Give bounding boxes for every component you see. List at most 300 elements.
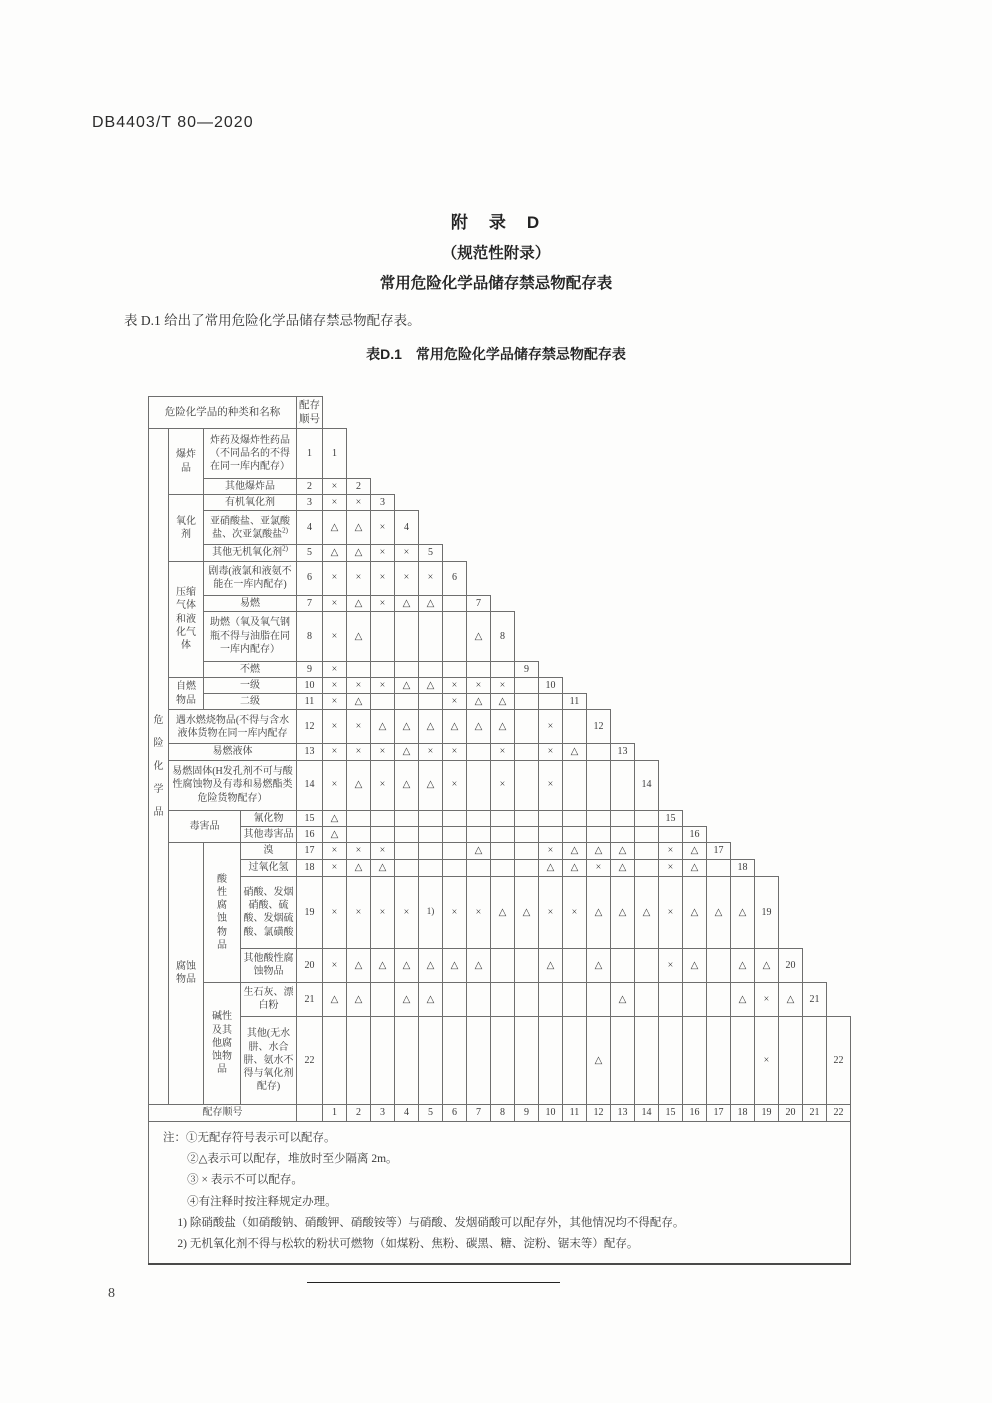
table-header-left: 危险化学品的种类和名称: [149, 397, 297, 429]
diagonal-number-cell: 5: [419, 545, 443, 561]
item-name-cell: 易燃液体: [169, 744, 297, 760]
matrix-symbol-cell: △: [395, 595, 419, 611]
matrix-empty-region: [755, 859, 851, 876]
footer-label-cell: 配存顺号: [149, 1104, 297, 1121]
diagonal-number-cell: 20: [779, 948, 803, 982]
matrix-symbol-cell: △: [731, 876, 755, 948]
matrix-empty-region: [779, 876, 851, 948]
matrix-symbol-cell: ×: [443, 876, 467, 948]
matrix-symbol-cell: ×: [659, 876, 683, 948]
matrix-symbol-cell: △: [347, 859, 371, 876]
matrix-symbol-cell: [443, 611, 467, 661]
storage-number-cell: 20: [297, 948, 323, 982]
matrix-empty-region: [827, 982, 851, 1016]
matrix-symbol-cell: △: [611, 859, 635, 876]
matrix-symbol-cell: [563, 760, 587, 810]
matrix-empty-region: [515, 611, 851, 661]
matrix-symbol-cell: ×: [539, 842, 563, 859]
matrix-symbol-cell: △: [491, 876, 515, 948]
matrix-symbol-cell: [491, 1016, 515, 1104]
matrix-symbol-cell: [419, 826, 443, 842]
matrix-symbol-cell: ×: [371, 677, 395, 693]
matrix-symbol-cell: ×: [323, 495, 347, 511]
matrix-symbol-cell: [515, 694, 539, 710]
appendix-subtitle: （规范性附录）: [441, 245, 551, 262]
matrix-empty-region: [803, 948, 851, 982]
category-cell: 氧化剂: [169, 495, 204, 561]
category-cell: 毒害品: [169, 810, 241, 842]
matrix-symbol-cell: △: [467, 611, 491, 661]
storage-number-cell: 5: [297, 545, 323, 561]
matrix-symbol-cell: ×: [395, 876, 419, 948]
matrix-symbol-cell: [395, 694, 419, 710]
matrix-symbol-cell: [419, 611, 443, 661]
matrix-symbol-cell: [467, 744, 491, 760]
matrix-symbol-cell: ×: [371, 760, 395, 810]
matrix-symbol-cell: [419, 694, 443, 710]
matrix-empty-region: [323, 397, 851, 429]
matrix-symbol-cell: [659, 826, 683, 842]
matrix-symbol-cell: [587, 810, 611, 826]
note-line: ④有注释时按注释规定办理。: [187, 1195, 337, 1208]
diagonal-number-cell: 19: [755, 876, 779, 948]
matrix-symbol-cell: ×: [371, 744, 395, 760]
matrix-symbol-cell: ×: [467, 677, 491, 693]
matrix-symbol-cell: [635, 826, 659, 842]
matrix-symbol-cell: ×: [491, 744, 515, 760]
matrix-symbol-cell: △: [587, 842, 611, 859]
matrix-symbol-cell: △: [395, 948, 419, 982]
matrix-symbol-cell: ×: [347, 561, 371, 595]
matrix-symbol-cell: [419, 842, 443, 859]
storage-number-cell: 14: [297, 760, 323, 810]
matrix-symbol-cell: [419, 859, 443, 876]
matrix-empty-region: [443, 545, 851, 561]
matrix-empty-region: [371, 479, 851, 495]
matrix-symbol-cell: △: [395, 744, 419, 760]
matrix-symbol-cell: ×: [323, 661, 347, 677]
matrix-symbol-cell: ×: [659, 859, 683, 876]
diagonal-number-cell: 1: [323, 429, 347, 479]
matrix-symbol-cell: ×: [347, 710, 371, 744]
column-number-cell: 3: [371, 1104, 395, 1121]
diagonal-number-cell: 17: [707, 842, 731, 859]
matrix-symbol-cell: △: [587, 1016, 611, 1104]
matrix-symbol-cell: ×: [371, 876, 395, 948]
column-number-cell: 17: [707, 1104, 731, 1121]
footnote-rule: [307, 1282, 560, 1283]
matrix-symbol-cell: [515, 842, 539, 859]
matrix-symbol-cell: △: [323, 826, 347, 842]
matrix-symbol-cell: △: [611, 876, 635, 948]
item-name-cell: 生石灰、漂白粉: [241, 982, 297, 1016]
matrix-symbol-cell: [707, 982, 731, 1016]
appendix-title: 附 录 D: [450, 213, 542, 232]
matrix-symbol-cell: [779, 1016, 803, 1104]
matrix-symbol-cell: △: [371, 948, 395, 982]
matrix-empty-region: [491, 595, 851, 611]
matrix-symbol-cell: △: [395, 710, 419, 744]
item-name-cell: 不燃: [204, 661, 297, 677]
matrix-symbol-cell: ×: [755, 1016, 779, 1104]
matrix-symbol-cell: [515, 859, 539, 876]
matrix-symbol-cell: [515, 982, 539, 1016]
matrix-symbol-cell: [419, 661, 443, 677]
column-number-cell: 7: [467, 1104, 491, 1121]
matrix-symbol-cell: ×: [323, 876, 347, 948]
matrix-symbol-cell: [635, 859, 659, 876]
matrix-symbol-cell: [443, 595, 467, 611]
matrix-symbol-cell: ×: [539, 876, 563, 948]
item-name-cell: 一级: [204, 677, 297, 693]
storage-number-cell: 7: [297, 595, 323, 611]
matrix-symbol-cell: △: [491, 694, 515, 710]
matrix-symbol-cell: △: [635, 876, 659, 948]
matrix-symbol-cell: △: [419, 760, 443, 810]
item-name-cell: 有机氧化剂: [204, 495, 297, 511]
matrix-symbol-cell: [515, 744, 539, 760]
matrix-symbol-cell: △: [467, 710, 491, 744]
matrix-symbol-cell: [371, 611, 395, 661]
column-number-cell: 12: [587, 1104, 611, 1121]
document-code: DB4403/T 80—2020: [92, 114, 254, 131]
matrix-symbol-cell: △: [443, 948, 467, 982]
diagonal-number-cell: 16: [683, 826, 707, 842]
matrix-symbol-cell: [395, 859, 419, 876]
category-cell: 压缩气体和液化气体: [169, 561, 204, 677]
storage-number-cell: 4: [297, 511, 323, 545]
page-number: 8: [108, 1286, 115, 1301]
matrix-symbol-cell: [371, 810, 395, 826]
matrix-symbol-cell: [467, 826, 491, 842]
matrix-symbol-cell: [491, 982, 515, 1016]
matrix-symbol-cell: [515, 826, 539, 842]
item-name-cell: 硝酸、发烟硝酸、硫酸、发烟硫酸、氯磺酸: [241, 876, 297, 948]
matrix-symbol-cell: △: [371, 710, 395, 744]
matrix-empty-region: [347, 429, 851, 479]
column-number-cell: 16: [683, 1104, 707, 1121]
diagonal-number-cell: 15: [659, 810, 683, 826]
matrix-symbol-cell: [611, 826, 635, 842]
matrix-symbol-cell: [563, 810, 587, 826]
matrix-symbol-cell: [491, 661, 515, 677]
note-line: ②△表示可以配存，堆放时至少隔离 2m。: [187, 1153, 398, 1166]
matrix-symbol-cell: [563, 710, 587, 744]
matrix-symbol-cell: ×: [347, 677, 371, 693]
diagonal-number-cell: 4: [395, 511, 419, 545]
matrix-symbol-cell: △: [323, 982, 347, 1016]
matrix-symbol-cell: ×: [371, 595, 395, 611]
matrix-symbol-cell: △: [683, 876, 707, 948]
matrix-symbol-cell: ×: [323, 710, 347, 744]
matrix-symbol-cell: ×: [443, 694, 467, 710]
appendix-name: 常用危险化学品储存禁忌物配存表: [379, 275, 613, 292]
diagonal-number-cell: 13: [611, 744, 635, 760]
category-cell: 腐蚀物品: [169, 842, 204, 1104]
matrix-symbol-cell: [563, 826, 587, 842]
column-number-cell: 21: [803, 1104, 827, 1121]
matrix-symbol-cell: [659, 982, 683, 1016]
compatibility-table-wrap: [148, 396, 851, 1265]
storage-number-cell: 2: [297, 479, 323, 495]
item-name-cell: 二级: [204, 694, 297, 710]
matrix-symbol-cell: [395, 810, 419, 826]
matrix-empty-region: [563, 677, 851, 693]
matrix-symbol-cell: [467, 810, 491, 826]
column-number-cell: 13: [611, 1104, 635, 1121]
matrix-symbol-cell: △: [347, 545, 371, 561]
matrix-symbol-cell: △: [779, 982, 803, 1016]
category-cell: 爆炸品: [169, 429, 204, 495]
matrix-symbol-cell: △: [323, 545, 347, 561]
matrix-empty-region: [731, 842, 851, 859]
matrix-symbol-cell: [563, 982, 587, 1016]
storage-number-cell: 13: [297, 744, 323, 760]
matrix-symbol-cell: △: [347, 948, 371, 982]
matrix-symbol-cell: [347, 826, 371, 842]
matrix-symbol-cell: △: [587, 948, 611, 982]
diagonal-number-cell: 7: [467, 595, 491, 611]
matrix-symbol-cell: △: [323, 511, 347, 545]
item-name-cell: 过氧化氢: [241, 859, 297, 876]
matrix-symbol-cell: [539, 1016, 563, 1104]
matrix-symbol-cell: △: [611, 842, 635, 859]
diagonal-number-cell: 21: [803, 982, 827, 1016]
column-number-cell: 19: [755, 1104, 779, 1121]
item-name-cell: 其他爆炸品: [204, 479, 297, 495]
matrix-symbol-cell: [491, 842, 515, 859]
item-name-cell: 炸药及爆炸性药品（不同品名的不得在同一库内配存）: [204, 429, 297, 479]
matrix-symbol-cell: △: [395, 677, 419, 693]
matrix-empty-region: [659, 760, 851, 810]
matrix-symbol-cell: [395, 611, 419, 661]
diagonal-number-cell: 8: [491, 611, 515, 661]
matrix-symbol-cell: ×: [323, 760, 347, 810]
matrix-symbol-cell: △: [563, 859, 587, 876]
diagonal-number-cell: 12: [587, 710, 611, 744]
matrix-symbol-cell: ×: [659, 948, 683, 982]
matrix-symbol-cell: ×: [563, 876, 587, 948]
matrix-symbol-cell: [371, 826, 395, 842]
matrix-symbol-cell: [323, 1016, 347, 1104]
matrix-symbol-cell: △: [683, 842, 707, 859]
matrix-symbol-cell: [515, 810, 539, 826]
storage-number-cell: 15: [297, 810, 323, 826]
matrix-symbol-cell: [563, 1016, 587, 1104]
note-line: ③ × 表示不可以配存。: [187, 1174, 303, 1187]
matrix-symbol-cell: [371, 1016, 395, 1104]
matrix-symbol-cell: ×: [323, 859, 347, 876]
matrix-symbol-cell: [467, 760, 491, 810]
matrix-symbol-cell: [347, 810, 371, 826]
matrix-symbol-cell: [491, 826, 515, 842]
matrix-symbol-cell: [347, 1016, 371, 1104]
matrix-symbol-cell: [611, 948, 635, 982]
matrix-symbol-cell: △: [395, 982, 419, 1016]
matrix-symbol-cell: △: [563, 744, 587, 760]
matrix-symbol-cell: [443, 859, 467, 876]
matrix-symbol-cell: ×: [755, 982, 779, 1016]
matrix-symbol-cell: ×: [395, 545, 419, 561]
matrix-symbol-cell: [539, 826, 563, 842]
matrix-symbol-cell: [419, 1016, 443, 1104]
matrix-symbol-cell: △: [491, 710, 515, 744]
matrix-symbol-cell: △: [467, 948, 491, 982]
item-name-cell: 其他毒害品: [241, 826, 297, 842]
matrix-symbol-cell: 1): [419, 876, 443, 948]
matrix-symbol-cell: △: [515, 876, 539, 948]
matrix-symbol-cell: [371, 661, 395, 677]
matrix-symbol-cell: [515, 1016, 539, 1104]
matrix-symbol-cell: [467, 661, 491, 677]
compatibility-table: [148, 396, 851, 1265]
matrix-symbol-cell: ×: [443, 744, 467, 760]
matrix-symbol-cell: ×: [323, 677, 347, 693]
matrix-symbol-cell: [611, 760, 635, 810]
matrix-symbol-cell: [347, 661, 371, 677]
matrix-symbol-cell: [467, 859, 491, 876]
column-number-cell: 5: [419, 1104, 443, 1121]
matrix-symbol-cell: △: [323, 810, 347, 826]
notes-cell: [149, 1121, 851, 1264]
matrix-empty-region: [395, 495, 851, 511]
matrix-symbol-cell: [635, 842, 659, 859]
note-line: 1) 除硝酸盐（如硝酸钠、硝酸钾、硝酸铵等）与硝酸、发烟硝酸可以配存外，其他情况均不得配存。: [177, 1216, 685, 1229]
matrix-symbol-cell: △: [563, 842, 587, 859]
intro-paragraph: 表 D.1 给出了常用危险化学品储存禁忌物配存表。: [124, 313, 421, 328]
storage-number-cell: 17: [297, 842, 323, 859]
matrix-symbol-cell: [395, 842, 419, 859]
matrix-symbol-cell: ×: [467, 876, 491, 948]
matrix-symbol-cell: ×: [395, 561, 419, 595]
matrix-symbol-cell: [491, 859, 515, 876]
matrix-symbol-cell: [443, 982, 467, 1016]
storage-number-cell: 19: [297, 876, 323, 948]
matrix-symbol-cell: [635, 982, 659, 1016]
matrix-empty-region: [683, 810, 851, 826]
column-number-cell: 15: [659, 1104, 683, 1121]
matrix-symbol-cell: ×: [347, 842, 371, 859]
matrix-symbol-cell: [515, 760, 539, 810]
matrix-symbol-cell: △: [755, 948, 779, 982]
item-name-cell: 其他酸性腐蚀物品: [241, 948, 297, 982]
matrix-symbol-cell: ×: [491, 677, 515, 693]
diagonal-number-cell: 14: [635, 760, 659, 810]
matrix-symbol-cell: △: [347, 760, 371, 810]
column-number-cell: 6: [443, 1104, 467, 1121]
matrix-empty-region: [707, 826, 851, 842]
note-line: 注：①无配存符号表示可以配存。: [163, 1131, 336, 1144]
matrix-symbol-cell: [635, 810, 659, 826]
matrix-symbol-cell: [803, 1016, 827, 1104]
matrix-symbol-cell: [443, 842, 467, 859]
matrix-symbol-cell: [467, 982, 491, 1016]
matrix-symbol-cell: △: [611, 982, 635, 1016]
matrix-symbol-cell: [707, 1016, 731, 1104]
matrix-symbol-cell: [395, 661, 419, 677]
matrix-symbol-cell: [515, 948, 539, 982]
diagonal-number-cell: 11: [563, 694, 587, 710]
matrix-symbol-cell: ×: [323, 842, 347, 859]
matrix-symbol-cell: △: [419, 948, 443, 982]
matrix-symbol-cell: △: [539, 948, 563, 982]
matrix-symbol-cell: △: [731, 982, 755, 1016]
matrix-symbol-cell: △: [419, 677, 443, 693]
matrix-symbol-cell: ×: [323, 694, 347, 710]
item-name-cell: 易燃: [204, 595, 297, 611]
matrix-symbol-cell: △: [347, 511, 371, 545]
matrix-symbol-cell: ×: [323, 595, 347, 611]
item-name-cell: 易燃固体(H发孔剂不可与酸性腐蚀物及有毒和易燃酯类危险货物配存）: [169, 760, 297, 810]
matrix-symbol-cell: [491, 810, 515, 826]
storage-number-cell: 9: [297, 661, 323, 677]
diagonal-number-cell: 18: [731, 859, 755, 876]
category-cell: 自燃物品: [169, 677, 204, 709]
column-number-cell: 8: [491, 1104, 515, 1121]
main-category-cell: 危险化学品: [149, 429, 169, 1105]
matrix-symbol-cell: [707, 859, 731, 876]
matrix-symbol-cell: [587, 826, 611, 842]
matrix-symbol-cell: ×: [539, 760, 563, 810]
storage-number-cell: 1: [297, 429, 323, 479]
matrix-symbol-cell: [539, 694, 563, 710]
column-number-cell: 2: [347, 1104, 371, 1121]
matrix-symbol-cell: ×: [347, 495, 371, 511]
matrix-symbol-cell: [611, 1016, 635, 1104]
matrix-symbol-cell: ×: [659, 842, 683, 859]
storage-number-cell: 6: [297, 561, 323, 595]
matrix-symbol-cell: ×: [539, 744, 563, 760]
diagonal-number-cell: 2: [347, 479, 371, 495]
table-caption: 表D.1 常用危险化学品储存禁忌物配存表: [366, 346, 626, 362]
matrix-symbol-cell: [419, 810, 443, 826]
column-number-cell: 14: [635, 1104, 659, 1121]
matrix-symbol-cell: ×: [419, 561, 443, 595]
subcategory-cell: 酸性腐蚀物品: [204, 842, 241, 982]
column-number-cell: 20: [779, 1104, 803, 1121]
matrix-symbol-cell: [371, 982, 395, 1016]
matrix-symbol-cell: ×: [371, 511, 395, 545]
column-number-cell: 9: [515, 1104, 539, 1121]
matrix-symbol-cell: [587, 760, 611, 810]
matrix-symbol-cell: [707, 948, 731, 982]
matrix-symbol-cell: △: [707, 876, 731, 948]
matrix-symbol-cell: [539, 810, 563, 826]
matrix-symbol-cell: △: [587, 876, 611, 948]
storage-number-cell: 12: [297, 710, 323, 744]
item-name-cell: 亚硝酸盐、亚氯酸盐、次亚氯酸盐$^{2)}$: [204, 511, 297, 545]
matrix-empty-region: [587, 694, 851, 710]
storage-number-cell: 22: [297, 1016, 323, 1104]
column-number-cell: 4: [395, 1104, 419, 1121]
matrix-symbol-cell: [635, 1016, 659, 1104]
matrix-symbol-cell: ×: [587, 859, 611, 876]
diagonal-number-cell: 22: [827, 1016, 851, 1104]
diagonal-number-cell: 6: [443, 561, 467, 595]
storage-number-cell: 3: [297, 495, 323, 511]
matrix-symbol-cell: △: [419, 595, 443, 611]
matrix-symbol-cell: △: [443, 710, 467, 744]
matrix-symbol-cell: [467, 1016, 491, 1104]
column-number-cell: 18: [731, 1104, 755, 1121]
matrix-symbol-cell: [515, 710, 539, 744]
storage-number-cell: 10: [297, 677, 323, 693]
table-header-right: 配存顺号: [297, 397, 323, 429]
matrix-symbol-cell: [395, 826, 419, 842]
matrix-symbol-cell: [443, 810, 467, 826]
column-number-cell: 11: [563, 1104, 587, 1121]
matrix-symbol-cell: [395, 1016, 419, 1104]
